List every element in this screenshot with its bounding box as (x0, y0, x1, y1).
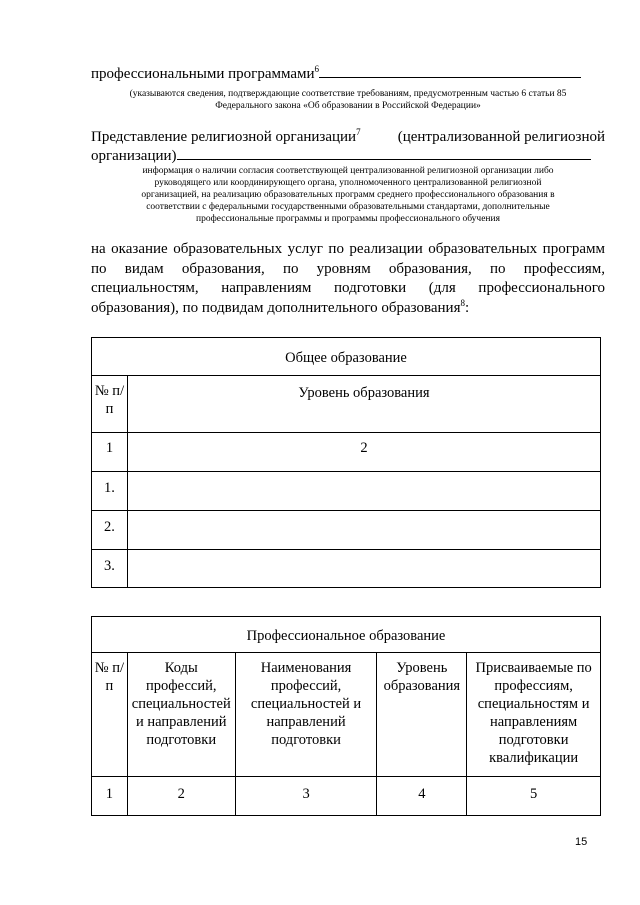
religious-caption (91, 165, 605, 225)
prof-index-5: 5 (467, 777, 601, 816)
general-row-level-cell[interactable] (127, 511, 600, 550)
general-row-level-cell[interactable] (127, 550, 600, 588)
services-text: на оказание образовательных услуг по реализации образовательных программ по видам образования, по уровням образования, по профессиям, специальностям, направлениям подготовки (для профессионального образования), по подвидам дополнительного образования (91, 241, 605, 316)
prof-col-num: № п/п (92, 653, 128, 777)
general-row-num: 2. (92, 511, 128, 550)
general-table-title: Общее образование (92, 338, 601, 376)
religious-caption-line-1: информация о наличии согласия соответствующей централизованной религиозной организации либо (142, 166, 554, 176)
general-index-2: 2 (127, 433, 600, 472)
prof-index-2: 2 (127, 777, 235, 816)
prof-col-codes: Коды профессий, специальностей и направлений подготовки (127, 653, 235, 777)
programs-fill-line (319, 76, 581, 78)
prof-col-names: Наименования профессий, специальностей и направлений подготовки (235, 653, 377, 777)
prof-col-level: Уровень образования (377, 653, 467, 777)
professional-table-title: Профессиональное образование (92, 617, 601, 653)
religious-label: Представление религиозной организации (91, 129, 357, 145)
footnote-8: 8 (460, 297, 465, 308)
religious-caption-line-4: соответствии с федеральными государственными образовательными стандартами, дополнительные (146, 202, 550, 212)
general-row-level-cell[interactable] (127, 472, 600, 511)
religious-caption-line-3: организацией, на реализацию образовательных программ среднего профессионального образования в (141, 190, 555, 200)
general-col-num: № п/п (92, 376, 128, 433)
religious-label-end: организации) (91, 148, 177, 164)
general-index-1: 1 (92, 433, 128, 472)
religious-caption-line-5: профессиональные программы и программы профессионального обучения (196, 214, 500, 224)
footnote-6: 6 (314, 64, 320, 74)
prof-index-3: 3 (235, 777, 377, 816)
programs-caption-line-1: (указываются сведения, подтверждающие соответствие требованиям, предусмотренным частью 6 статьи 85 (129, 89, 567, 99)
general-education-table (91, 337, 601, 588)
professional-education-table (91, 616, 601, 816)
religious-label-cont: (централизованной религиозной (397, 129, 605, 145)
religious-fill-line (177, 158, 591, 160)
services-paragraph (91, 240, 605, 318)
services-tail: : (465, 299, 470, 316)
page-number: 15 (575, 836, 588, 848)
general-row-num: 3. (92, 550, 128, 588)
prof-index-4: 4 (377, 777, 467, 816)
prof-index-1: 1 (92, 777, 128, 816)
footnote-7: 7 (356, 127, 361, 137)
programs-caption (91, 88, 605, 112)
programs-line (91, 66, 591, 83)
prof-col-qualifications: Присваиваемые по профессиям, специальностям и направлениям подготовки квалификации (467, 653, 601, 777)
programs-caption-line-2: Федерального закона «Об образовании в Российской Федерации» (215, 101, 481, 111)
religious-org-block (91, 128, 605, 166)
general-col-level: Уровень образования (127, 376, 600, 433)
religious-caption-line-2: руководящего или координирующего органа, уполномоченного централизованной религиозной (154, 178, 542, 188)
programs-label: профессиональными программами (91, 66, 315, 82)
general-row-num: 1. (92, 472, 128, 511)
